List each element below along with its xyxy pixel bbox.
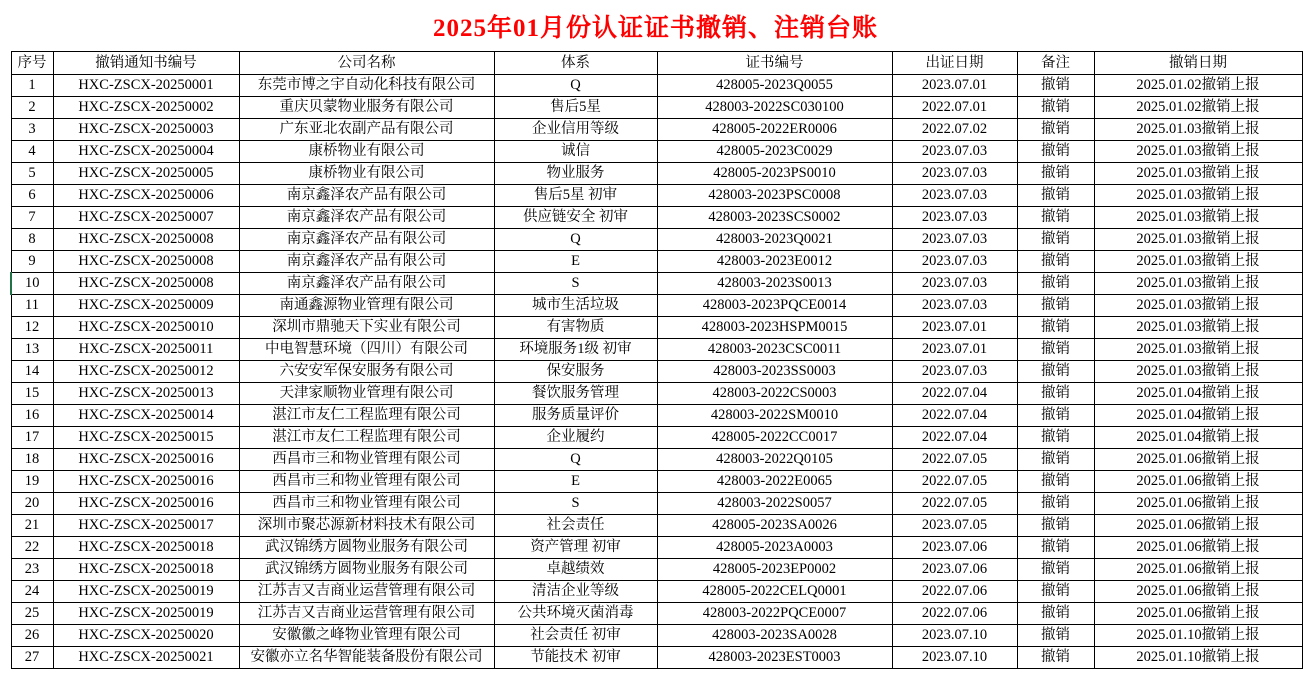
cell-index[interactable]: 23 [11,559,53,581]
cell-company[interactable]: 江苏吉又吉商业运营管理有限公司 [239,581,494,603]
cell-index[interactable]: 24 [11,581,53,603]
cell-remark[interactable]: 撤销 [1017,317,1094,339]
table-row[interactable] [11,559,1302,581]
table-row[interactable] [11,295,1302,317]
table-header [11,52,1302,75]
cell-company[interactable]: 康桥物业有限公司 [239,163,494,185]
cell-company[interactable]: 中电智慧环境（四川）有限公司 [239,339,494,361]
cell-system[interactable]: 社会责任 初审 [494,625,657,647]
cell-certificate-no[interactable]: 428005-2022CELQ0001 [657,581,892,603]
cell-notice-no[interactable]: HXC-ZSCX-20250019 [53,581,239,603]
cell-system[interactable]: 企业履约 [494,427,657,449]
cell-index[interactable]: 7 [11,207,53,229]
table-row[interactable] [11,405,1302,427]
column-header-company: 公司名称 [239,52,494,75]
cell-issue-date[interactable]: 2022.07.04 [892,383,1017,405]
cell-remark[interactable]: 撤销 [1017,141,1094,163]
cell-certificate-no[interactable]: 428003-2022S0057 [657,493,892,515]
table-row[interactable] [11,383,1302,405]
column-header-system: 体系 [494,52,657,75]
cell-index[interactable]: 22 [11,537,53,559]
cell-remark[interactable]: 撤销 [1017,383,1094,405]
cell-notice-no[interactable]: HXC-ZSCX-20250008 [53,229,239,251]
cell-issue-date[interactable]: 2023.07.03 [892,229,1017,251]
table-row[interactable] [11,185,1302,207]
cell-revoke-date[interactable]: 2025.01.06撤销上报 [1094,449,1302,471]
cell-index[interactable]: 20 [11,493,53,515]
cell-certificate-no[interactable]: 428003-2022Q0105 [657,449,892,471]
cell-certificate-no[interactable]: 428003-2023E0012 [657,251,892,273]
cell-notice-no[interactable]: HXC-ZSCX-20250010 [53,317,239,339]
cell-issue-date[interactable]: 2023.07.06 [892,559,1017,581]
cell-certificate-no[interactable]: 428003-2023HSPM0015 [657,317,892,339]
cell-revoke-date[interactable]: 2025.01.03撤销上报 [1094,317,1302,339]
cell-revoke-date[interactable]: 2025.01.04撤销上报 [1094,405,1302,427]
cell-notice-no[interactable]: HXC-ZSCX-20250018 [53,537,239,559]
cell-notice-no[interactable]: HXC-ZSCX-20250009 [53,295,239,317]
cell-system[interactable]: Q [494,449,657,471]
cell-index[interactable]: 14 [11,361,53,383]
cell-issue-date[interactable]: 2023.07.03 [892,141,1017,163]
cell-certificate-no[interactable]: 428003-2023EST0003 [657,647,892,669]
cell-certificate-no[interactable]: 428003-2022PQCE0007 [657,603,892,625]
cell-notice-no[interactable]: HXC-ZSCX-20250020 [53,625,239,647]
cell-company[interactable]: 六安安军保安服务有限公司 [239,361,494,383]
table-row[interactable] [11,317,1302,339]
cell-certificate-no[interactable]: 428003-2023S0013 [657,273,892,295]
cell-notice-no[interactable]: HXC-ZSCX-20250001 [53,75,239,97]
cell-certificate-no[interactable]: 428003-2022E0065 [657,471,892,493]
cell-revoke-date[interactable]: 2025.01.06撤销上报 [1094,471,1302,493]
cell-issue-date[interactable]: 2023.07.01 [892,75,1017,97]
cell-revoke-date[interactable]: 2025.01.03撤销上报 [1094,119,1302,141]
table-row[interactable] [11,515,1302,537]
cell-index[interactable]: 17 [11,427,53,449]
table-row[interactable] [11,427,1302,449]
cell-system[interactable]: E [494,251,657,273]
cell-certificate-no[interactable]: 428003-2022SM0010 [657,405,892,427]
cell-system[interactable]: 资产管理 初审 [494,537,657,559]
cell-revoke-date[interactable]: 2025.01.03撤销上报 [1094,273,1302,295]
cell-notice-no[interactable]: HXC-ZSCX-20250002 [53,97,239,119]
cell-revoke-date[interactable]: 2025.01.02撤销上报 [1094,97,1302,119]
column-header-notice-no: 撤销通知书编号 [53,52,239,75]
cell-company[interactable]: 南京鑫泽农产品有限公司 [239,207,494,229]
cell-revoke-date[interactable]: 2025.01.06撤销上报 [1094,493,1302,515]
cell-certificate-no[interactable]: 428005-2023C0029 [657,141,892,163]
cell-system[interactable]: 卓越绩效 [494,559,657,581]
cell-notice-no[interactable]: HXC-ZSCX-20250015 [53,427,239,449]
cell-company[interactable]: 安徽亦立名华智能装备股份有限公司 [239,647,494,669]
cell-remark[interactable]: 撤销 [1017,559,1094,581]
cell-system[interactable]: 节能技术 初审 [494,647,657,669]
cell-notice-no[interactable]: HXC-ZSCX-20250012 [53,361,239,383]
cell-revoke-date[interactable]: 2025.01.02撤销上报 [1094,75,1302,97]
cell-remark[interactable]: 撤销 [1017,405,1094,427]
cell-notice-no[interactable]: HXC-ZSCX-20250006 [53,185,239,207]
cell-company[interactable]: 湛江市友仁工程监理有限公司 [239,405,494,427]
cell-issue-date[interactable]: 2023.07.06 [892,537,1017,559]
cell-system[interactable]: S [494,493,657,515]
table-row[interactable] [11,449,1302,471]
cell-remark[interactable]: 撤销 [1017,185,1094,207]
cell-notice-no[interactable]: HXC-ZSCX-20250007 [53,207,239,229]
cell-certificate-no[interactable]: 428005-2022ER0006 [657,119,892,141]
cell-certificate-no[interactable]: 428005-2023A0003 [657,537,892,559]
table-row[interactable] [11,251,1302,273]
cell-system[interactable]: 餐饮服务管理 [494,383,657,405]
cell-issue-date[interactable]: 2023.07.01 [892,339,1017,361]
cell-system[interactable]: 供应链安全 初审 [494,207,657,229]
cell-issue-date[interactable]: 2022.07.02 [892,119,1017,141]
cell-issue-date[interactable]: 2023.07.10 [892,625,1017,647]
cell-system[interactable]: 社会责任 [494,515,657,537]
cell-issue-date[interactable]: 2022.07.04 [892,427,1017,449]
cell-issue-date[interactable]: 2022.07.06 [892,603,1017,625]
cell-company[interactable]: 江苏吉又吉商业运营管理有限公司 [239,603,494,625]
cell-certificate-no[interactable]: 428003-2023CSC0011 [657,339,892,361]
cell-system[interactable]: 企业信用等级 [494,119,657,141]
cell-system[interactable]: 清洁企业等级 [494,581,657,603]
cell-system[interactable]: 服务质量评价 [494,405,657,427]
cell-remark[interactable]: 撤销 [1017,581,1094,603]
cell-remark[interactable]: 撤销 [1017,603,1094,625]
cell-company[interactable]: 武汉锦绣方圆物业服务有限公司 [239,537,494,559]
cell-system[interactable]: 物业服务 [494,163,657,185]
header-row [11,52,1302,75]
cell-issue-date[interactable]: 2023.07.01 [892,317,1017,339]
column-header-certificate-no: 证书编号 [657,52,892,75]
cell-remark[interactable]: 撤销 [1017,493,1094,515]
cell-system[interactable]: 有害物质 [494,317,657,339]
cell-company[interactable]: 南京鑫泽农产品有限公司 [239,229,494,251]
ledger-table-wrap [0,51,1311,669]
cell-remark[interactable]: 撤销 [1017,515,1094,537]
cell-issue-date[interactable]: 2022.07.04 [892,405,1017,427]
cell-index[interactable]: 11 [11,295,53,317]
cell-revoke-date[interactable]: 2025.01.04撤销上报 [1094,383,1302,405]
cell-remark[interactable]: 撤销 [1017,537,1094,559]
cell-remark[interactable]: 撤销 [1017,295,1094,317]
table-row[interactable] [11,163,1302,185]
cell-revoke-date[interactable]: 2025.01.03撤销上报 [1094,361,1302,383]
cell-company[interactable]: 南京鑫泽农产品有限公司 [239,251,494,273]
cell-remark[interactable]: 撤销 [1017,163,1094,185]
cell-issue-date[interactable]: 2023.07.03 [892,163,1017,185]
cell-issue-date[interactable]: 2023.07.03 [892,251,1017,273]
cell-index[interactable]: 19 [11,471,53,493]
cell-company[interactable]: 广东亚北农副产品有限公司 [239,119,494,141]
column-header-index: 序号 [11,52,53,75]
cell-system[interactable]: S [494,273,657,295]
cell-certificate-no[interactable]: 428003-2023SCS0002 [657,207,892,229]
table-row[interactable] [11,581,1302,603]
table-row[interactable] [11,537,1302,559]
cell-index[interactable]: 3 [11,119,53,141]
cell-notice-no[interactable]: HXC-ZSCX-20250003 [53,119,239,141]
cell-remark[interactable]: 撤销 [1017,97,1094,119]
cell-certificate-no[interactable]: 428003-2023PSC0008 [657,185,892,207]
cell-index[interactable]: 13 [11,339,53,361]
cell-remark[interactable]: 撤销 [1017,119,1094,141]
cell-system[interactable]: E [494,471,657,493]
table-row[interactable] [11,603,1302,625]
cell-notice-no[interactable]: HXC-ZSCX-20250021 [53,647,239,669]
cell-index[interactable]: 9 [11,251,53,273]
cell-certificate-no[interactable]: 428005-2023EP0002 [657,559,892,581]
cell-notice-no[interactable]: HXC-ZSCX-20250017 [53,515,239,537]
cell-issue-date[interactable]: 2022.07.05 [892,493,1017,515]
cell-revoke-date[interactable]: 2025.01.03撤销上报 [1094,295,1302,317]
cell-company[interactable]: 安徽徽之峰物业管理有限公司 [239,625,494,647]
cell-company[interactable]: 重庆贝蒙物业服务有限公司 [239,97,494,119]
cell-index[interactable]: 1 [11,75,53,97]
table-row[interactable] [11,471,1302,493]
cell-remark[interactable]: 撤销 [1017,449,1094,471]
cell-remark[interactable]: 撤销 [1017,625,1094,647]
table-body [11,75,1302,669]
cell-notice-no[interactable]: HXC-ZSCX-20250005 [53,163,239,185]
cell-system[interactable]: 保安服务 [494,361,657,383]
ledger-table [10,51,1303,669]
cell-remark[interactable]: 撤销 [1017,251,1094,273]
cell-certificate-no[interactable]: 428003-2023Q0021 [657,229,892,251]
table-row[interactable] [11,361,1302,383]
cell-certificate-no[interactable]: 428003-2023PQCE0014 [657,295,892,317]
cell-revoke-date[interactable]: 2025.01.06撤销上报 [1094,559,1302,581]
cell-system[interactable]: 售后5星 [494,97,657,119]
cell-revoke-date[interactable]: 2025.01.03撤销上报 [1094,163,1302,185]
cell-revoke-date[interactable]: 2025.01.03撤销上报 [1094,185,1302,207]
cell-index[interactable]: 16 [11,405,53,427]
cell-issue-date[interactable]: 2022.07.06 [892,581,1017,603]
cell-remark[interactable]: 撤销 [1017,273,1094,295]
cell-issue-date[interactable]: 2023.07.03 [892,295,1017,317]
cell-revoke-date[interactable]: 2025.01.10撤销上报 [1094,625,1302,647]
cell-system[interactable]: 诚信 [494,141,657,163]
cell-certificate-no[interactable]: 428003-2022SC030100 [657,97,892,119]
cell-notice-no[interactable]: HXC-ZSCX-20250014 [53,405,239,427]
cell-notice-no[interactable]: HXC-ZSCX-20250016 [53,493,239,515]
cell-index[interactable]: 8 [11,229,53,251]
cell-company[interactable]: 武汉锦绣方圆物业服务有限公司 [239,559,494,581]
cell-issue-date[interactable]: 2022.07.01 [892,97,1017,119]
cell-certificate-no[interactable]: 428005-2023PS0010 [657,163,892,185]
cell-system[interactable]: Q [494,229,657,251]
cell-issue-date[interactable]: 2023.07.03 [892,361,1017,383]
cell-revoke-date[interactable]: 2025.01.03撤销上报 [1094,141,1302,163]
cell-issue-date[interactable]: 2022.07.05 [892,471,1017,493]
cell-index[interactable]: 2 [11,97,53,119]
cell-certificate-no[interactable]: 428003-2023SA0028 [657,625,892,647]
table-row[interactable] [11,625,1302,647]
cell-revoke-date[interactable]: 2025.01.06撤销上报 [1094,537,1302,559]
cell-notice-no[interactable]: HXC-ZSCX-20250008 [53,273,239,295]
cell-revoke-date[interactable]: 2025.01.03撤销上报 [1094,339,1302,361]
cell-remark[interactable]: 撤销 [1017,229,1094,251]
cell-remark[interactable]: 撤销 [1017,471,1094,493]
cell-system[interactable]: Q [494,75,657,97]
cell-index[interactable]: 26 [11,625,53,647]
cell-system[interactable]: 公共环境灭菌消毒 [494,603,657,625]
cell-company[interactable]: 西昌市三和物业管理有限公司 [239,471,494,493]
cell-issue-date[interactable]: 2023.07.10 [892,647,1017,669]
cell-issue-date[interactable]: 2022.07.05 [892,449,1017,471]
cell-certificate-no[interactable]: 428005-2023Q0055 [657,75,892,97]
cell-system[interactable]: 城市生活垃圾 [494,295,657,317]
cell-company[interactable]: 南通鑫源物业管理有限公司 [239,295,494,317]
cell-issue-date[interactable]: 2023.07.03 [892,185,1017,207]
cell-index[interactable]: 6 [11,185,53,207]
cell-revoke-date[interactable]: 2025.01.06撤销上报 [1094,603,1302,625]
cell-certificate-no[interactable]: 428005-2022CC0017 [657,427,892,449]
table-row[interactable] [11,339,1302,361]
cell-company[interactable]: 天津家顺物业管理有限公司 [239,383,494,405]
table-row[interactable] [11,207,1302,229]
cell-notice-no[interactable]: HXC-ZSCX-20250019 [53,603,239,625]
cell-issue-date[interactable]: 2023.07.03 [892,207,1017,229]
cell-company[interactable]: 南京鑫泽农产品有限公司 [239,273,494,295]
cell-notice-no[interactable]: HXC-ZSCX-20250011 [53,339,239,361]
table-row[interactable] [11,119,1302,141]
cell-certificate-no[interactable]: 428005-2023SA0026 [657,515,892,537]
table-row[interactable] [11,229,1302,251]
cell-company[interactable]: 深圳市鼎驰天下实业有限公司 [239,317,494,339]
cell-remark[interactable]: 撤销 [1017,647,1094,669]
cell-remark[interactable]: 撤销 [1017,207,1094,229]
table-row[interactable] [11,97,1302,119]
cell-index[interactable]: 27 [11,647,53,669]
cell-index[interactable]: 21 [11,515,53,537]
cell-revoke-date[interactable]: 2025.01.03撤销上报 [1094,251,1302,273]
cell-revoke-date[interactable]: 2025.01.06撤销上报 [1094,515,1302,537]
cell-notice-no[interactable]: HXC-ZSCX-20250008 [53,251,239,273]
cell-company[interactable]: 东莞市博之宇自动化科技有限公司 [239,75,494,97]
cell-index[interactable]: 15 [11,383,53,405]
cell-certificate-no[interactable]: 428003-2022CS0003 [657,383,892,405]
table-row[interactable] [11,273,1302,295]
cell-index[interactable]: 4 [11,141,53,163]
cell-revoke-date[interactable]: 2025.01.04撤销上报 [1094,427,1302,449]
cell-remark[interactable]: 撤销 [1017,75,1094,97]
cell-index[interactable]: 5 [11,163,53,185]
page-title: 2025年01月份认证证书撤销、注销台账 [432,15,878,42]
cell-notice-no[interactable]: HXC-ZSCX-20250013 [53,383,239,405]
cell-remark[interactable]: 撤销 [1017,427,1094,449]
cell-company[interactable]: 康桥物业有限公司 [239,141,494,163]
cell-revoke-date[interactable]: 2025.01.03撤销上报 [1094,229,1302,251]
cell-company[interactable]: 湛江市友仁工程监理有限公司 [239,427,494,449]
column-header-revoke-date: 撤销日期 [1094,52,1302,75]
cell-certificate-no[interactable]: 428003-2023SS0003 [657,361,892,383]
cell-remark[interactable]: 撤销 [1017,361,1094,383]
cell-system[interactable]: 售后5星 初审 [494,185,657,207]
cell-revoke-date[interactable]: 2025.01.06撤销上报 [1094,581,1302,603]
cell-notice-no[interactable]: HXC-ZSCX-20250018 [53,559,239,581]
table-row[interactable] [11,647,1302,669]
cell-company[interactable]: 深圳市聚芯源新材料技术有限公司 [239,515,494,537]
cell-index[interactable]: 18 [11,449,53,471]
table-row[interactable] [11,75,1302,97]
cell-notice-no[interactable]: HXC-ZSCX-20250016 [53,449,239,471]
cell-revoke-date[interactable]: 2025.01.10撤销上报 [1094,647,1302,669]
cell-company[interactable]: 南京鑫泽农产品有限公司 [239,185,494,207]
cell-company[interactable]: 西昌市三和物业管理有限公司 [239,449,494,471]
cell-remark[interactable]: 撤销 [1017,339,1094,361]
column-header-issue-date: 出证日期 [892,52,1017,75]
cell-index[interactable]: 10 [11,273,53,295]
cell-issue-date[interactable]: 2023.07.03 [892,273,1017,295]
table-row[interactable] [11,493,1302,515]
cell-notice-no[interactable]: HXC-ZSCX-20250004 [53,141,239,163]
cell-revoke-date[interactable]: 2025.01.03撤销上报 [1094,207,1302,229]
column-header-remark: 备注 [1017,52,1094,75]
cell-index[interactable]: 12 [11,317,53,339]
cell-company[interactable]: 西昌市三和物业管理有限公司 [239,493,494,515]
table-row[interactable] [11,141,1302,163]
cell-system[interactable]: 环境服务1级 初审 [494,339,657,361]
cell-issue-date[interactable]: 2023.07.05 [892,515,1017,537]
cell-notice-no[interactable]: HXC-ZSCX-20250016 [53,471,239,493]
cell-index[interactable]: 25 [11,603,53,625]
